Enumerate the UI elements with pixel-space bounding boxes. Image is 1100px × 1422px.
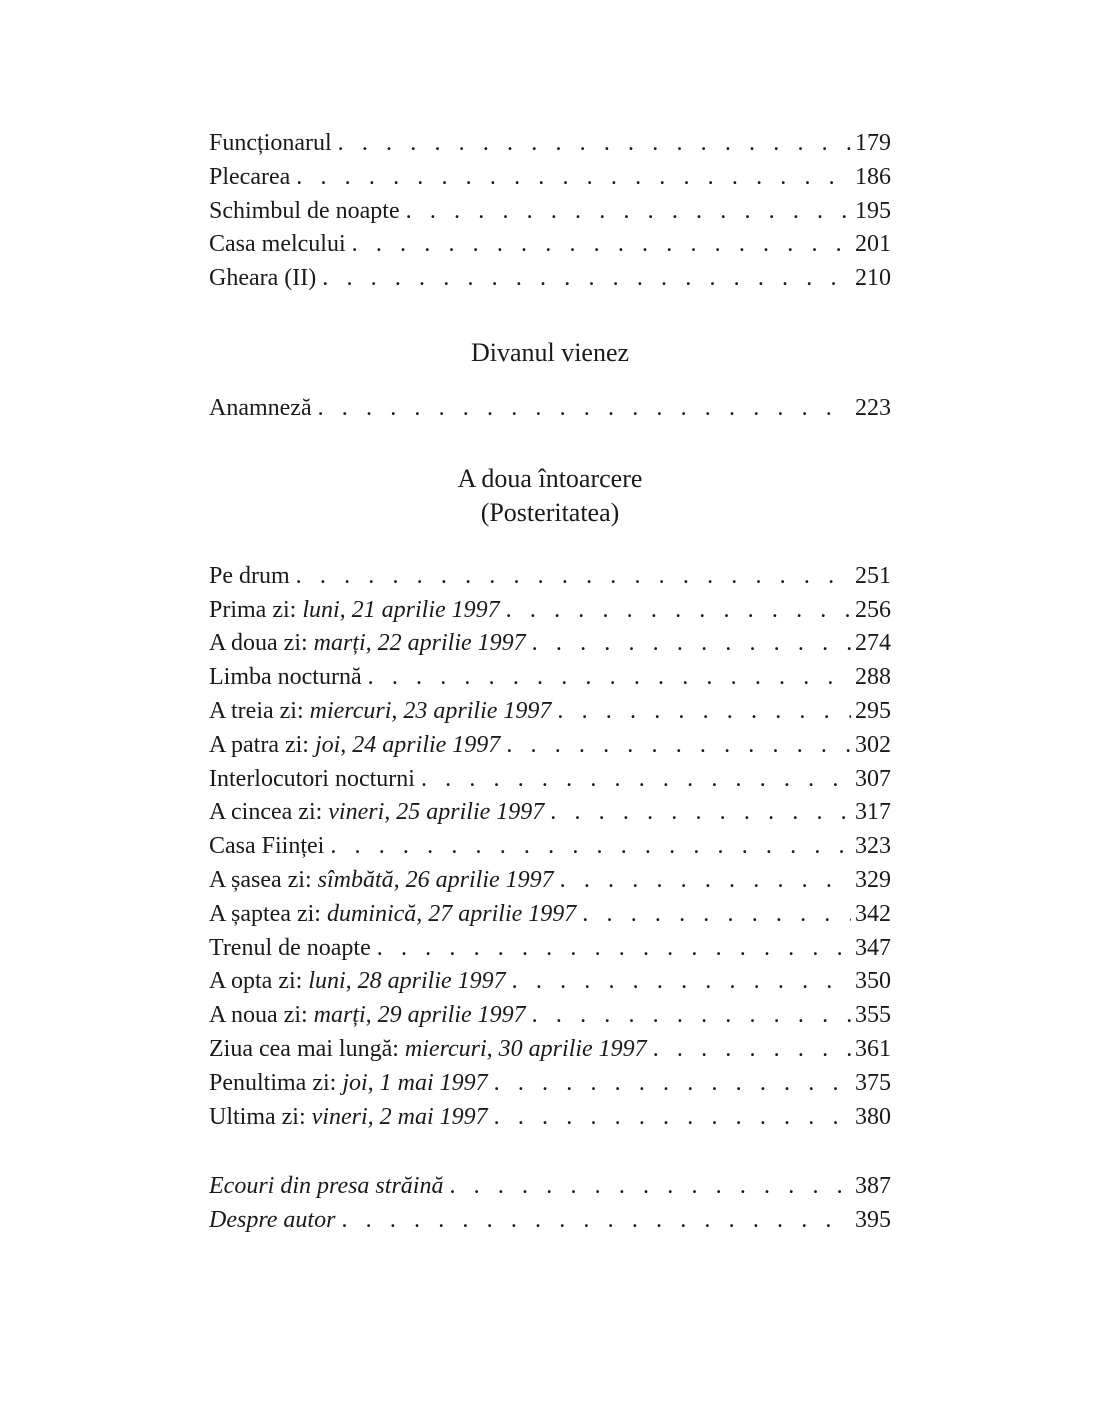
- dot-leader: [290, 560, 851, 594]
- page-number: 342: [855, 900, 891, 927]
- page-number: 274: [855, 630, 891, 657]
- dot-leader: [554, 864, 851, 898]
- entry-title: [209, 661, 362, 695]
- entry-title-text: A patra zi:: [209, 731, 315, 758]
- page-number: 361: [855, 1035, 891, 1062]
- entry-title-text: Trenul de noapte: [209, 934, 371, 961]
- page-number: 251: [855, 562, 891, 589]
- entry-title: [209, 999, 526, 1033]
- entry-title: [209, 729, 500, 763]
- toc-entry[interactable]: [209, 932, 891, 966]
- dot-leader: [544, 796, 851, 830]
- entry-date-italic: joi, 24 aprilie 1997: [314, 731, 501, 758]
- page-number: 288: [855, 664, 891, 691]
- entry-title: [209, 830, 324, 864]
- entry-date-italic: marți, 29 aprilie 1997: [313, 1002, 526, 1029]
- page-number: 323: [855, 833, 891, 860]
- toc-entry[interactable]: [209, 1101, 891, 1135]
- entry-title: Anamneză: [209, 394, 312, 421]
- entry-title: [209, 1033, 647, 1067]
- toc-entry[interactable]: [209, 898, 891, 932]
- toc-entry[interactable]: [209, 262, 891, 296]
- toc-entry[interactable]: [209, 965, 891, 999]
- dot-leader: [647, 1033, 851, 1067]
- table-of-contents: [209, 127, 891, 1238]
- entry-date-italic: luni, 28 aprilie 1997: [308, 968, 506, 995]
- toc-entry[interactable]: [209, 594, 891, 628]
- page-number: 387: [855, 1173, 891, 1200]
- page-number: 395: [855, 1207, 891, 1234]
- entry-title-text: Ziua cea mai lungă:: [209, 1035, 405, 1062]
- spacer: [209, 296, 891, 336]
- dot-leader: [506, 965, 851, 999]
- entry-title: [209, 1204, 335, 1238]
- dot-leader: [332, 127, 851, 161]
- dot-leader: [415, 763, 851, 797]
- entry-date-italic: marți, 22 aprilie 1997: [313, 630, 526, 657]
- entry-title-text: Prima zi:: [209, 596, 303, 623]
- toc-entry[interactable]: [209, 392, 891, 426]
- section-heading: A doua întoarcere: [457, 463, 643, 493]
- toc-appendix: [209, 1170, 891, 1238]
- entry-title: [209, 763, 415, 797]
- toc-entry[interactable]: [209, 1033, 891, 1067]
- page-number: 201: [855, 231, 891, 258]
- dot-leader: [324, 830, 851, 864]
- dot-leader: [488, 1101, 851, 1135]
- entry-title: [209, 594, 500, 628]
- entry-title-text: A cincea zi:: [209, 799, 329, 826]
- toc-entry[interactable]: [209, 127, 891, 161]
- toc-entry[interactable]: [209, 1067, 891, 1101]
- entry-title: [209, 1101, 488, 1135]
- entry-title: Gheara (II): [209, 265, 317, 292]
- spacer: [209, 370, 891, 392]
- entry-title: [209, 560, 290, 594]
- entry-title-text: A doua zi:: [209, 630, 314, 657]
- entry-date-italic: duminică, 27 aprilie 1997: [326, 900, 577, 927]
- entry-date-italic: joi, 1 mai 1997: [342, 1069, 488, 1096]
- dot-leader: [526, 627, 851, 661]
- dot-leader: [576, 898, 851, 932]
- entry-title: Casa melcului: [209, 231, 346, 258]
- entry-title-text: A șaptea zi:: [209, 900, 327, 927]
- entry-title-text: Interlocutori nocturni: [209, 765, 415, 792]
- toc-entry[interactable]: [209, 161, 891, 195]
- entry-title-text: A treia zi:: [209, 697, 310, 724]
- page-number: 307: [855, 765, 891, 792]
- page-number: 223: [855, 394, 891, 421]
- toc-group-1: [209, 127, 891, 296]
- dot-leader: [526, 999, 851, 1033]
- entry-title-text: Limba nocturnă: [209, 664, 362, 691]
- entry-title: [209, 864, 554, 898]
- toc-entry[interactable]: [209, 195, 891, 229]
- entry-title-text: Ultima zi:: [209, 1103, 312, 1130]
- dot-leader: [290, 161, 851, 195]
- toc-entry[interactable]: [209, 763, 891, 797]
- dot-leader: [312, 392, 851, 426]
- toc-entry[interactable]: [209, 796, 891, 830]
- entry-title-text: Pe drum: [209, 562, 290, 589]
- entry-date-italic: sîmbătă, 26 aprilie 1997: [317, 866, 554, 893]
- dot-leader: [500, 594, 851, 628]
- toc-entry[interactable]: [209, 1204, 891, 1238]
- entry-date-italic: vineri, 25 aprilie 1997: [328, 799, 545, 826]
- section-heading: Divanul vienez: [470, 337, 630, 367]
- page-number: 256: [855, 596, 891, 623]
- toc-entry[interactable]: [209, 661, 891, 695]
- entry-title: [209, 796, 544, 830]
- page-number: 295: [855, 697, 891, 724]
- entry-title-text: A șasea zi:: [209, 866, 318, 893]
- page-number: 380: [855, 1103, 891, 1130]
- toc-group-3: [209, 560, 891, 1135]
- spacer: [209, 426, 891, 462]
- toc-entry[interactable]: [209, 864, 891, 898]
- entry-title-text: A opta zi:: [209, 968, 309, 995]
- entry-date-italic: miercuri, 30 aprilie 1997: [404, 1035, 647, 1062]
- entry-title: [209, 898, 576, 932]
- entry-date-italic: Despre autor: [209, 1207, 336, 1234]
- toc-entry[interactable]: [209, 627, 891, 661]
- section-subheading: (Posteritatea): [480, 497, 620, 527]
- entry-title: [209, 965, 506, 999]
- page-number: 186: [855, 163, 891, 190]
- page-number: 302: [855, 731, 891, 758]
- page-number: 195: [855, 197, 891, 224]
- entry-date-italic: luni, 21 aprilie 1997: [302, 596, 500, 623]
- spacer: [209, 530, 891, 560]
- page-number: 375: [855, 1069, 891, 1096]
- dot-leader: [371, 932, 851, 966]
- entry-title: [209, 1170, 443, 1204]
- page-number: 210: [855, 265, 891, 292]
- page-number: 317: [855, 799, 891, 826]
- entry-title-text: A noua zi:: [209, 1002, 314, 1029]
- toc-entry[interactable]: [209, 560, 891, 594]
- toc-entry[interactable]: [209, 830, 891, 864]
- page-number: 329: [855, 866, 891, 893]
- dot-leader: [400, 195, 851, 229]
- entry-title-text: Penultima zi:: [209, 1069, 343, 1096]
- page-number: 355: [855, 1002, 891, 1029]
- entry-title: Plecarea: [209, 163, 291, 190]
- dot-leader: [488, 1067, 851, 1101]
- page-number: 347: [855, 934, 891, 961]
- toc-entry[interactable]: [209, 729, 891, 763]
- dot-leader: [346, 228, 851, 262]
- page-number: 179: [855, 130, 891, 156]
- dot-leader: [443, 1170, 851, 1204]
- entry-title: Schimbul de noapte: [209, 197, 400, 224]
- page-number: 350: [855, 968, 891, 995]
- entry-title-text: Casa Ființei: [209, 833, 325, 860]
- entry-date-italic: Ecouri din presa străină: [209, 1173, 444, 1200]
- toc-entry[interactable]: [209, 1170, 891, 1204]
- dot-leader: [335, 1204, 851, 1238]
- entry-date-italic: vineri, 2 mai 1997: [311, 1103, 488, 1130]
- spacer: [209, 1134, 891, 1170]
- toc-entry[interactable]: [209, 228, 891, 262]
- dot-leader: [551, 695, 851, 729]
- entry-title: Funcționarul: [209, 130, 332, 156]
- entry-title: [209, 932, 371, 966]
- dot-leader: [500, 729, 851, 763]
- toc-entry[interactable]: [209, 999, 891, 1033]
- entry-date-italic: miercuri, 23 aprilie 1997: [309, 697, 552, 724]
- entry-title: [209, 1067, 488, 1101]
- toc-entry[interactable]: [209, 695, 891, 729]
- entry-title: [209, 695, 551, 729]
- entry-title: [209, 627, 526, 661]
- dot-leader: [362, 661, 851, 695]
- dot-leader: [316, 262, 851, 296]
